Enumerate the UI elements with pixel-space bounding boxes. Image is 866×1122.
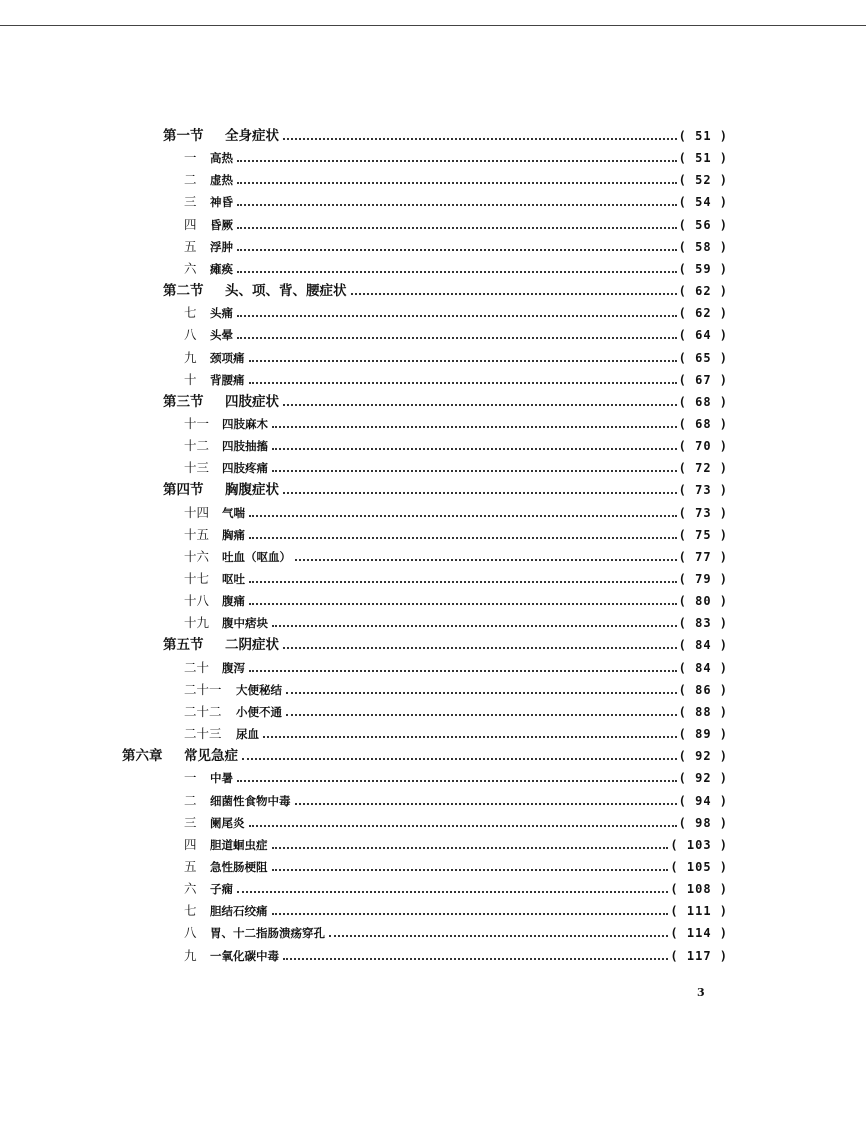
toc-number: 二十三 [184, 726, 222, 742]
toc-dot-leader [249, 537, 677, 539]
toc-page-ref: ( 58 ) [678, 239, 728, 254]
toc-number: 六 [184, 260, 197, 276]
toc-dot-leader [286, 692, 677, 694]
toc-dot-leader [272, 470, 677, 472]
toc-dot-leader [272, 913, 669, 915]
toc-number: 七 [184, 305, 197, 321]
toc-item [184, 434, 728, 454]
toc-title: 背腰痛 [210, 372, 245, 387]
toc-item [184, 213, 728, 233]
toc-dot-leader [249, 360, 677, 362]
toc-dot-leader [283, 492, 677, 494]
toc-number: 十五 [184, 526, 210, 542]
toc-number: 四 [184, 836, 197, 852]
toc-title: 腹中痞块 [222, 616, 268, 631]
toc-page-ref: ( 117 ) [670, 948, 728, 963]
toc-title: 全身症状 [225, 128, 279, 144]
toc-item [184, 523, 728, 543]
toc-number: 十一 [184, 415, 210, 431]
toc-dot-leader [237, 271, 677, 273]
toc-item [184, 501, 728, 521]
toc-dot-leader [283, 647, 677, 649]
toc-dot-leader [237, 182, 677, 184]
toc-number: 九 [184, 947, 197, 963]
toc-item [184, 146, 728, 166]
toc-page-ref: ( 98 ) [678, 815, 728, 830]
toc-item [184, 168, 728, 188]
toc-number: 二十一 [184, 681, 222, 697]
toc-page-ref: ( 52 ) [678, 173, 728, 188]
toc-item [184, 789, 728, 809]
toc-item [184, 811, 728, 831]
toc-number: 十六 [184, 548, 210, 564]
toc-title: 细菌性食物中毒 [210, 793, 291, 808]
toc-page-ref: ( 92 ) [678, 749, 728, 764]
toc-dot-leader [283, 958, 668, 960]
toc-title: 头、项、背、腰症状 [225, 283, 347, 300]
toc-title: 高热 [210, 151, 233, 166]
toc-item [184, 766, 728, 786]
toc-number: 四 [184, 216, 197, 232]
toc-dot-leader [249, 382, 677, 384]
toc-number: 第五节 [163, 637, 204, 654]
toc-chapter [122, 744, 728, 764]
toc-title: 腹痛 [222, 594, 245, 609]
toc-dot-leader [351, 293, 677, 295]
toc-number: 第一节 [163, 128, 204, 144]
toc-page-ref: ( 56 ) [678, 217, 728, 232]
toc-title: 四肢疼痛 [222, 461, 268, 476]
toc-page-ref: ( 70 ) [678, 439, 728, 454]
toc-number: 二十二 [184, 703, 222, 719]
toc-item [184, 833, 728, 853]
toc-title: 大便秘结 [236, 682, 282, 697]
toc-dot-leader [286, 714, 677, 716]
toc-title: 四肢症状 [225, 393, 279, 410]
toc-item [184, 190, 728, 210]
toc-item [184, 611, 728, 631]
toc-number: 二 [184, 172, 197, 188]
toc-title: 小便不通 [236, 704, 282, 719]
toc-item [184, 545, 728, 565]
toc-title: 四肢抽搐 [222, 439, 268, 454]
toc-page-ref: ( 111 ) [670, 904, 728, 919]
toc-page-ref: ( 54 ) [678, 195, 728, 210]
toc-page-ref: ( 80 ) [678, 594, 728, 609]
toc-page-ref: ( 84 ) [678, 638, 728, 653]
toc-page-ref: ( 51 ) [678, 129, 728, 143]
toc-section [163, 124, 728, 144]
toc-item [184, 567, 728, 587]
toc-dot-leader [237, 160, 677, 162]
toc-title: 浮肿 [210, 239, 233, 254]
toc-number: 八 [184, 925, 197, 941]
toc-dot-leader [249, 581, 677, 583]
toc-item [184, 678, 728, 698]
toc-number: 十八 [184, 593, 210, 609]
toc-title: 昏厥 [210, 217, 233, 232]
toc-item [184, 656, 728, 676]
toc-page-ref: ( 86 ) [678, 682, 728, 697]
toc-page-ref: ( 83 ) [678, 616, 728, 631]
toc-number: 六 [184, 881, 197, 897]
toc-item [184, 412, 728, 432]
toc-page-ref: ( 68 ) [678, 416, 728, 431]
toc-page-ref: ( 105 ) [670, 859, 728, 874]
toc-title: 呕吐 [222, 572, 245, 586]
toc-page-ref: ( 65 ) [678, 350, 728, 365]
toc-dot-leader [263, 736, 677, 738]
toc-item [184, 722, 728, 742]
toc-item [184, 944, 728, 964]
toc-title: 颈项痛 [210, 350, 245, 365]
toc-dot-leader [283, 404, 677, 406]
toc-dot-leader [272, 625, 677, 627]
toc-page-ref: ( 59 ) [678, 261, 728, 276]
toc-dot-leader [237, 227, 677, 229]
toc-number: 八 [184, 327, 197, 343]
toc-dot-leader [272, 426, 677, 428]
toc-number: 十三 [184, 460, 210, 476]
toc-section [163, 390, 728, 410]
toc-number: 一 [184, 770, 197, 786]
toc-number: 一 [184, 150, 197, 166]
toc-title: 胸腹症状 [225, 482, 279, 499]
toc-number: 第三节 [163, 393, 204, 410]
toc-number: 五 [184, 858, 197, 874]
toc-title: 气喘 [222, 505, 245, 520]
toc-item [184, 323, 728, 343]
toc-dot-leader [272, 448, 677, 450]
toc-page-ref: ( 62 ) [678, 306, 728, 321]
toc-dot-leader [295, 803, 677, 805]
toc-title: 二阴症状 [225, 637, 279, 654]
toc-page-ref: ( 73 ) [678, 505, 728, 520]
toc-title: 瘫痪 [210, 261, 233, 276]
toc-page-ref: ( 103 ) [670, 837, 728, 852]
toc-dot-leader [272, 847, 669, 849]
toc-title: 胸痛 [222, 527, 245, 542]
toc-item [184, 456, 728, 476]
toc-dot-leader [329, 935, 668, 937]
toc-page-ref: ( 51 ) [678, 151, 728, 166]
toc-page-ref: ( 73 ) [678, 483, 728, 498]
toc-item [184, 899, 728, 919]
toc-title: 胃、十二指肠溃疡穿孔 [210, 926, 325, 941]
toc-page-ref: ( 77 ) [678, 549, 728, 564]
toc-dot-leader [295, 559, 677, 561]
toc-item [184, 235, 728, 255]
toc-number: 九 [184, 349, 197, 365]
toc-page-ref: ( 114 ) [670, 926, 728, 941]
toc-number: 十 [184, 371, 197, 387]
toc-item [184, 921, 728, 941]
toc-page-ref: ( 88 ) [678, 704, 728, 719]
toc-page-ref: ( 89 ) [678, 727, 728, 742]
toc-number: 二 [184, 792, 197, 808]
toc-dot-leader [272, 869, 669, 871]
toc-title: 吐血（呕血） [222, 549, 291, 564]
toc-number: 十二 [184, 438, 210, 454]
toc-section [163, 279, 728, 299]
toc-item [184, 855, 728, 875]
toc-page-ref: ( 79 ) [678, 572, 728, 586]
toc-title: 虚热 [210, 173, 233, 188]
toc-page-ref: ( 64 ) [678, 328, 728, 343]
page-number: 3 [697, 986, 705, 999]
toc-number: 三 [184, 194, 197, 210]
toc-page-ref: ( 72 ) [678, 461, 728, 476]
toc-title: 腹泻 [222, 660, 245, 675]
toc-section [163, 633, 728, 653]
toc-dot-leader [249, 515, 677, 517]
toc-item [184, 700, 728, 720]
toc-section [163, 478, 728, 498]
toc-dot-leader [237, 891, 668, 893]
top-rule [0, 25, 866, 26]
toc-page-ref: ( 92 ) [678, 771, 728, 786]
toc-dot-leader [249, 670, 677, 672]
toc-number: 二十 [184, 659, 210, 675]
toc-page-ref: ( 108 ) [670, 882, 728, 897]
toc-title: 常见急症 [184, 748, 238, 765]
toc-page-ref: ( 94 ) [678, 793, 728, 808]
toc-number: 十四 [184, 504, 210, 520]
toc-page-ref: ( 84 ) [678, 660, 728, 675]
toc-page-ref: ( 67 ) [678, 372, 728, 387]
toc-title: 头晕 [210, 328, 233, 343]
toc-dot-leader [242, 758, 677, 760]
toc-page-ref: ( 68 ) [678, 394, 728, 409]
toc-title: 一氧化碳中毒 [210, 948, 279, 963]
toc-title: 急性肠梗阻 [210, 859, 268, 874]
toc-item [184, 589, 728, 609]
toc-number: 三 [184, 814, 197, 830]
toc-number: 五 [184, 238, 197, 254]
toc-title: 胆道蛔虫症 [210, 837, 268, 852]
toc-title: 子痫 [210, 882, 233, 897]
toc-item [184, 877, 728, 897]
toc-item [184, 301, 728, 321]
toc-page-ref: ( 62 ) [678, 284, 728, 299]
toc-page-ref: ( 75 ) [678, 527, 728, 542]
toc-number: 十九 [184, 615, 210, 631]
toc-dot-leader [237, 249, 677, 251]
toc-dot-leader [249, 825, 677, 827]
toc-title: 四肢麻木 [222, 416, 268, 431]
toc-dot-leader [237, 337, 677, 339]
toc-title: 中暑 [210, 771, 233, 786]
toc-dot-leader [249, 603, 677, 605]
toc-title: 阑尾炎 [210, 815, 245, 830]
toc-title: 神昏 [210, 195, 233, 210]
toc-item [184, 346, 728, 366]
toc-title: 头痛 [210, 306, 233, 321]
toc-number: 十七 [184, 571, 210, 586]
toc-number: 第二节 [163, 283, 204, 300]
toc-dot-leader [237, 315, 677, 317]
toc-item [184, 257, 728, 277]
toc-item [184, 368, 728, 388]
toc-number: 第六章 [122, 748, 163, 765]
toc-dot-leader [283, 138, 677, 140]
toc-number: 第四节 [163, 482, 204, 499]
toc-number: 七 [184, 903, 197, 919]
toc-dot-leader [237, 204, 677, 206]
toc-dot-leader [237, 780, 677, 782]
toc-title: 尿血 [236, 727, 259, 742]
toc-title: 胆结石绞痛 [210, 904, 268, 919]
